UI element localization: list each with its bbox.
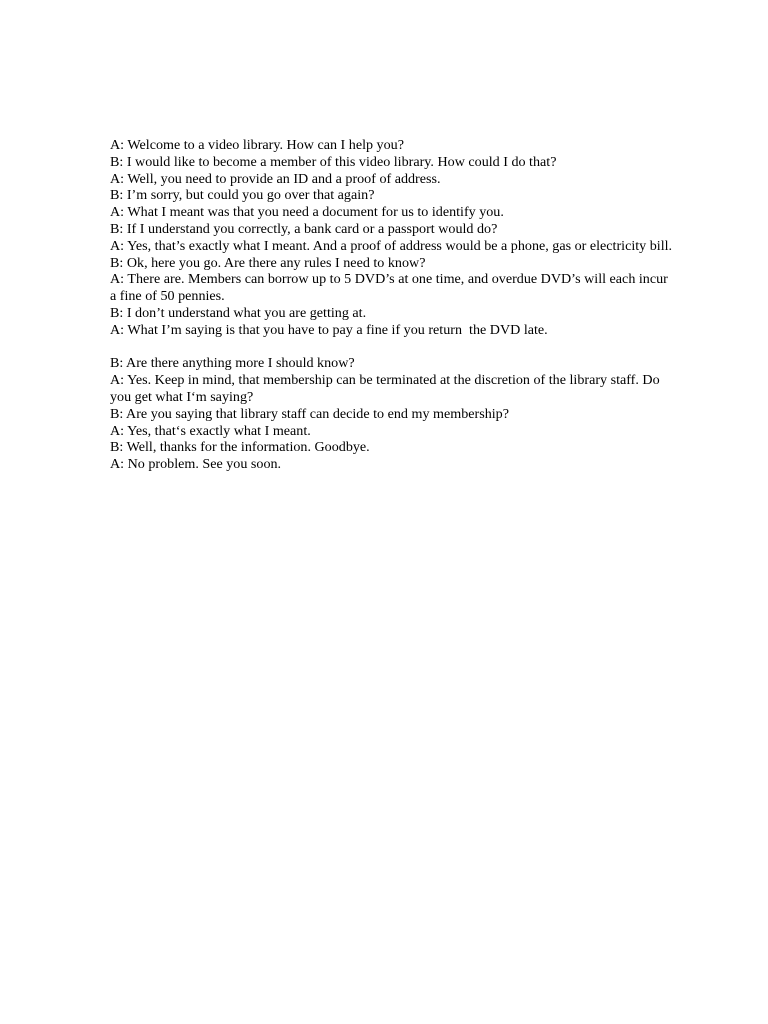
- dialogue-line: B: Ok, here you go. Are there any rules I need to know?: [110, 254, 426, 271]
- dialogue-line: A: There are. Members can borrow up to 5 DVD’s at one time, and overdue DVD’s will each incur: [110, 271, 668, 288]
- dialogue-line: B: If I understand you correctly, a bank card or a passport would do?: [110, 220, 498, 237]
- dialogue-line: B: I don’t understand what you are getting at.: [110, 304, 367, 321]
- dialogue-line: A: No problem. See you soon.: [110, 456, 282, 473]
- dialogue-line: A: Welcome to a video library. How can I help you?: [110, 137, 404, 153]
- dialogue-line: you get what I‘m saying?: [110, 388, 254, 405]
- dialogue-line: A: What I’m saying is that you have to pay a fine if you return the DVD late.: [110, 321, 548, 338]
- dialogue-line: A: Yes, that’s exactly what I meant. And a proof of address would be a phone, gas or electricity bill.: [110, 237, 673, 254]
- dialogue-text: [110, 137, 740, 473]
- dialogue-line: B: I’m sorry, but could you go over that again?: [110, 187, 375, 204]
- dialogue-line: A: Yes, that‘s exactly what I meant.: [110, 422, 311, 439]
- dialogue-line: B: Are there anything more I should know?: [110, 355, 355, 372]
- dialogue-line: a fine of 50 pennies.: [110, 288, 225, 305]
- dialogue-line: A: What I meant was that you need a document for us to identify you.: [110, 204, 504, 221]
- dialogue-line: B: Are you saying that library staff can decide to end my membership?: [110, 405, 509, 422]
- paragraph-gap: [110, 339, 740, 356]
- dialogue-line: A: Yes. Keep in mind, that membership can be terminated at the discretion of the library staff. Do: [110, 372, 660, 389]
- dialogue-line: B: I would like to become a member of this video library. How could I do that?: [110, 153, 557, 170]
- dialogue-line: A: Well, you need to provide an ID and a proof of address.: [110, 170, 441, 187]
- dialogue-line: B: Well, thanks for the information. Goodbye.: [110, 439, 370, 456]
